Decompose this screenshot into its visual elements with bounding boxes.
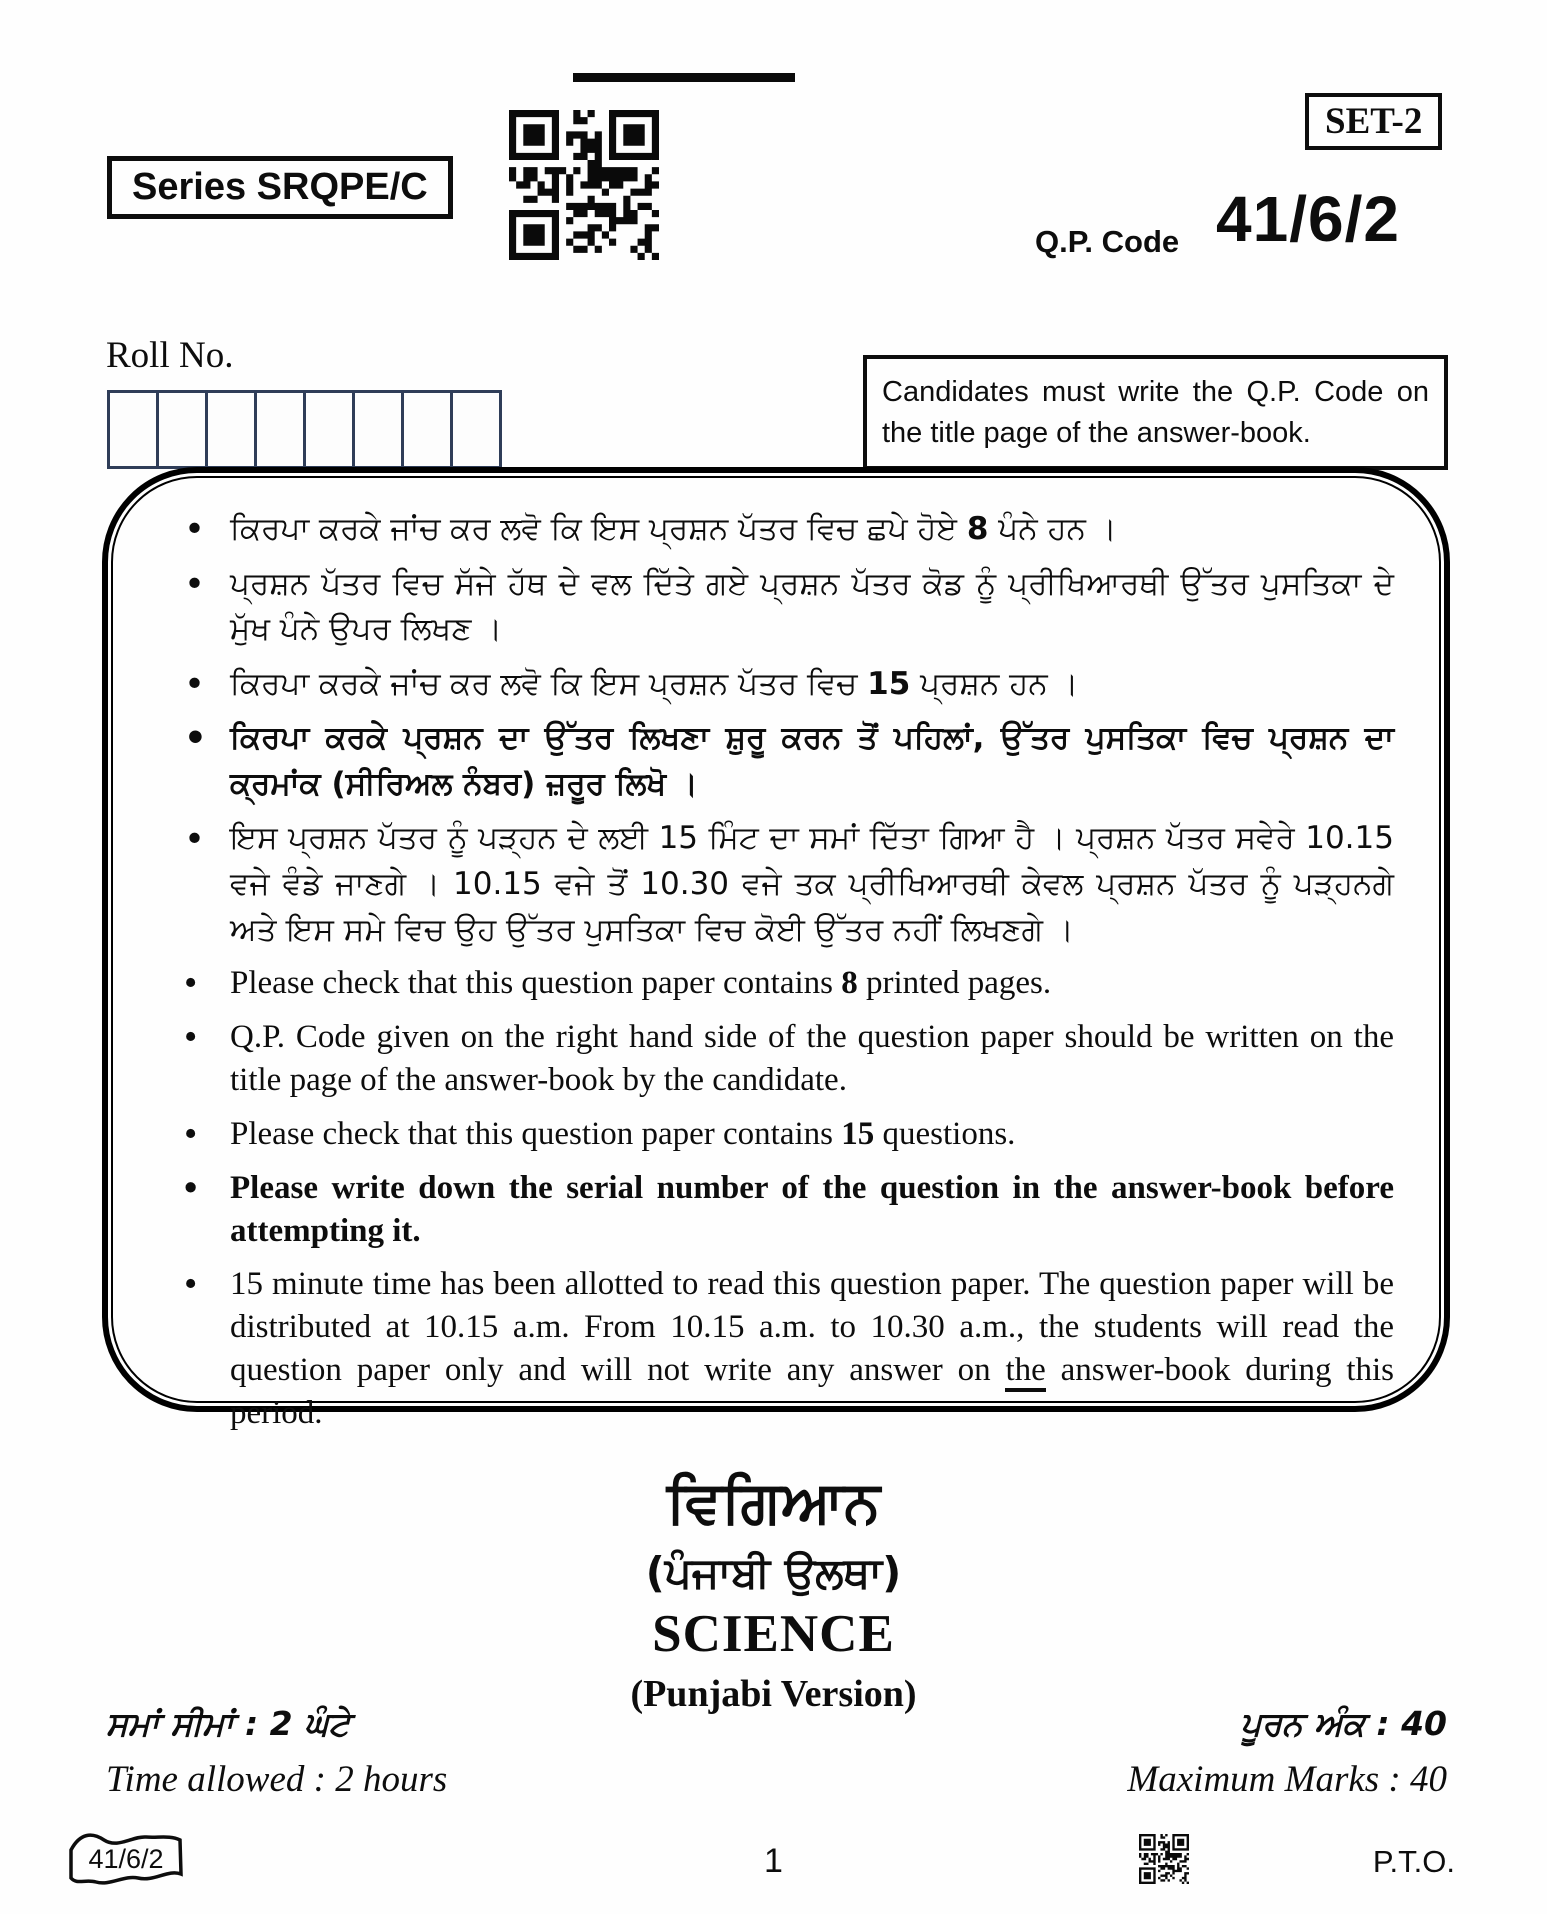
instruction-item: • ਪ੍ਰਸ਼ਨ ਪੱਤਰ ਵਿਚ ਸੱਜੇ ਹੱਥ ਦੇ ਵਲ ਦਿੱਤੇ ਗਏ ਪ੍ਰਸ਼ਨ ਪੱਤਰ ਕੋਡ ਨੂੰ ਪ੍ਰੀਖਿਆਰਥੀ ਉੱਤਰ ਪੁਸਤਿਕਾ ਦੇ ਮੁੱਖ ਪੰਨੇ ਉਪਰ ਲਿਖਣ । [230,562,1394,653]
instruction-item: • Please check that this question paper contains 8 printed pages. [230,962,1394,1005]
footer-code: 41/6/2 [88,1843,164,1874]
qp-code-label: Q.P. Code [1035,224,1180,259]
series-label-box [107,156,453,219]
time-allowed-punjabi: ਸਮਾਂ ਸੀਮਾਂ : 2 ਘੰਟੇ [106,1704,350,1743]
qr-code-icon [509,110,659,260]
subject-title-punjabi: ਵਿਗਿਆਨ [666,1468,881,1536]
qp-code-value: 41/6/2 [1216,183,1400,255]
instruction-item: • ਕਿਰਪਾ ਕਰਕੇ ਪ੍ਰਸ਼ਨ ਦਾ ਉੱਤਰ ਲਿਖਣਾ ਸ਼ੁਰੂ ਕਰਨ ਤੋਂ ਪਹਿਲਾਂ, ਉੱਤਰ ਪੁਸਤਿਕਾ ਵਿਚ ਪ੍ਰਸ਼ਨ ਦਾ ਕ੍ਰਮਾਂਕ (ਸੀਰਿਅਲ ਨੰਬਰ) ਜ਼ਰੂਰ ਲਿਖੋ । [230,716,1394,807]
set-label-box [1305,93,1442,150]
series-label: Series SRQPE/C [132,166,428,208]
maximum-marks-english: Maximum Marks : 40 [1127,1759,1447,1800]
roll-no-grid [107,390,502,469]
roll-no-cell [303,390,355,469]
instruction-item: • ਕਿਰਪਾ ਕਰਕੇ ਜਾਂਚ ਕਰ ਲਵੋ ਕਿ ਇਸ ਪ੍ਰਸ਼ਨ ਪੱਤਰ ਵਿਚ ਛਪੇ ਹੋਏ 8 ਪੰਨੇ ਹਨ । [230,507,1394,553]
maximum-marks-punjabi: ਪੂਰਨ ਅੰਕ : 40 [1240,1704,1447,1743]
subject-title-english: SCIENCE [652,1605,895,1663]
roll-no-cell [205,390,257,469]
roll-no-cell [156,390,208,469]
qr-code-small-icon [1139,1834,1189,1884]
instructions-box [102,467,1450,1432]
subject-subtitle-punjabi: (ਪੰਜਾਬੀ ਉਲਥਾ) [645,1548,902,1597]
instruction-item: • Please check that this question paper contains 15 questions. [230,1113,1394,1156]
top-rule [573,73,795,82]
instruction-item: • 15 minute time has been allotted to read this question paper. The question paper will be distributed at 10.15 a.m. From 10.15 a.m. to 10.30 a.m., the students will read the question paper only and will not write any answer on the answer-book during this period. [230,1263,1394,1435]
instruction-item: • Q.P. Code given on the right hand side of the question paper should be written on the title page of the answer-book by the candidate. [230,1016,1394,1102]
subject-subtitle-english: (Punjabi Version) [630,1673,917,1715]
instruction-item: • ਇਸ ਪ੍ਰਸ਼ਨ ਪੱਤਰ ਨੂੰ ਪੜ੍ਹਨ ਦੇ ਲਈ 15 ਮਿੰਟ ਦਾ ਸਮਾਂ ਦਿੱਤਾ ਗਿਆ ਹੈ । ਪ੍ਰਸ਼ਨ ਪੱਤਰ ਸਵੇਰੇ 10.15 ਵਜੇ ਵੰਡੇ ਜਾਣਗੇ । 10.15 ਵਜੇ ਤੋਂ 10.30 ਵਜੇ ਤਕ ਪ੍ਰੀਖਿਆਰਥੀ ਕੇਵਲ ਪ੍ਰਸ਼ਨ ਪੱਤਰ ਨੂੰ ਪੜ੍ਹਨਗੇ ਅਤੇ ਇਸ ਸਮੇ ਵਿਚ ਉਹ ਉੱਤਰ ਪੁਸਤਿਕਾ ਵਿਚ ਕੋਈ ਉੱਤਰ ਨਹੀਂ ਲਿਖਣਗੇ । [230,816,1394,953]
roll-no-cell [401,390,453,469]
instructions-list [108,499,1444,1435]
instruction-item: • Please write down the serial number of the question in the answer-book before attempting it. [230,1167,1394,1253]
roll-no-cell [254,390,306,469]
roll-no-cell [352,390,404,469]
candidates-note-box [863,355,1448,470]
roll-no-cell [450,390,502,469]
pto-label: P.T.O. [1372,1844,1455,1879]
candidates-note: Candidates must write the Q.P. Code on the title page of the answer-book. [882,376,1429,449]
set-label: SET-2 [1325,101,1423,142]
roll-no-label: Roll No. [106,335,234,376]
time-allowed-english: Time allowed : 2 hours [106,1759,448,1800]
page-number: 1 [764,1842,783,1880]
roll-no-cell [107,390,159,469]
instruction-item: • ਕਿਰਪਾ ਕਰਕੇ ਜਾਂਚ ਕਰ ਲਵੋ ਕਿ ਇਸ ਪ੍ਰਸ਼ਨ ਪੱਤਰ ਵਿਚ 15 ਪ੍ਰਸ਼ਨ ਹਨ । [230,662,1394,708]
